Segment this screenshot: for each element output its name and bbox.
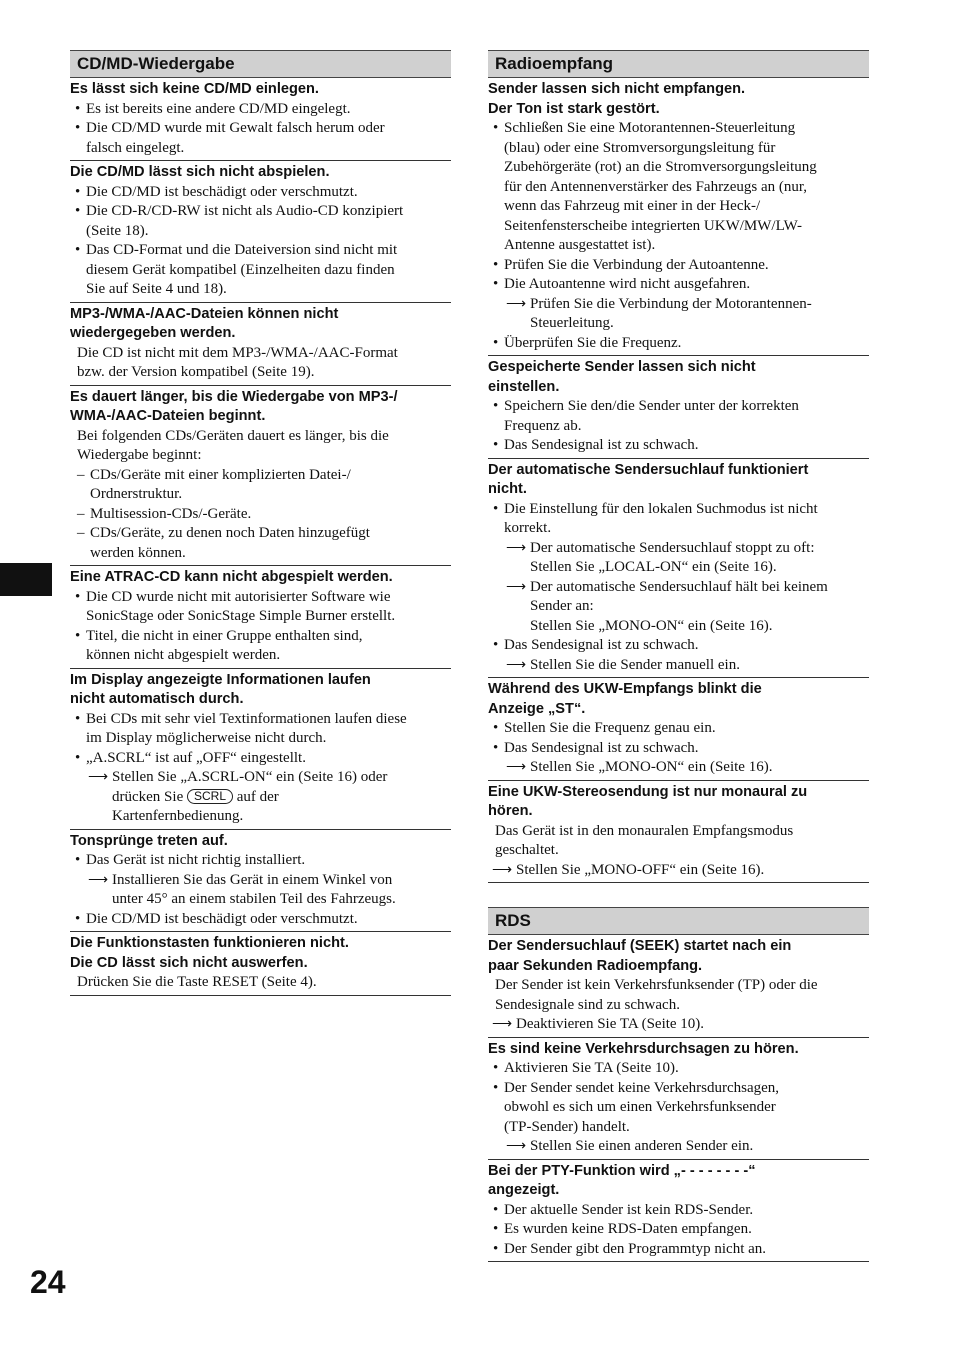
bullet-icon: • [75,627,81,644]
arrow-right-icon: ⟶ [88,872,109,888]
bullet-item: • Das CD-Format und die Dateiversion sind nicht mit [70,241,451,261]
text-line: Drücken Sie die Taste RESET (Seite 4). [77,974,317,990]
issue-pty-dashes [488,1160,869,1263]
arrow-item: ⟶ Stellen Sie „MONO-OFF“ ein (Seite 16). [488,861,869,881]
bullet-item: • Der Sender gibt den Programmtyp nicht an. [488,1240,869,1260]
text-line: Antenne ausgestattet ist). [504,237,656,253]
issue-title: wiedergegeben werden. [70,325,236,341]
issue-buttons-not-working [70,932,451,996]
dash-icon: – [77,466,85,483]
bullet-icon: • [493,720,499,736]
issue-title: Es lässt sich keine CD/MD einlegen. [70,81,319,97]
bullet-icon: • [493,256,499,273]
text-line: Stellen Sie „LOCAL-ON“ ein (Seite 16). [530,559,777,575]
bullet-icon: • [493,334,499,351]
arrow-right-icon: ⟶ [492,1017,513,1032]
bullet-item: • Der aktuelle Sender ist kein RDS-Sender. [488,1201,869,1221]
arrow-item: ⟶ Der automatische Sendersuchlauf hält bei keinem [488,578,869,598]
issue-title: Anzeige „ST“. [488,700,586,717]
bullet-icon: • [493,1060,499,1076]
text-line: (Seite 18). [86,222,149,239]
arrow-right-icon: ⟶ [506,296,527,312]
dash-item: – CDs/Geräte, zu denen noch Daten hinzugefügt [70,524,451,544]
bullet-icon: • [493,276,499,292]
section-heading-cd-md: CD/MD-Wiedergabe [70,50,451,78]
bullet-icon: • [493,1079,499,1096]
text-line: Sendesignale sind zu schwach. [495,996,680,1013]
text-line: für den Antennenverstärker des Fahrzeugs an (nur, [504,178,808,195]
issue-mp3-not-playable [70,303,451,386]
text-line: (blau) oder eine Stromversorgungsleitung für [504,139,776,156]
bullet-icon: • [493,1240,499,1257]
scrl-key-icon: SCRL [187,789,233,804]
bullet-item: • Das Sendesignal ist zu schwach. [488,739,869,759]
text-line: korrekt. [504,520,552,536]
text-line: Sender an: [530,598,594,614]
text-line: wenn das Fahrzeug mit einer in der Heck-/ [504,198,761,214]
bullet-icon: • [493,1221,499,1237]
bullet-icon: • [75,749,81,766]
issue-seek-starts [488,935,869,1038]
issue-title: einstellen. [488,378,560,395]
section-heading-radio: Radioempfang [488,50,869,78]
issue-title: Gespeicherte Sender lassen sich nicht [488,359,756,375]
text-line: bzw. der Version kompatibel (Seite 19). [77,364,315,380]
issue-title: Die Funktionstasten funktionieren nicht. [70,935,349,951]
left-column [70,50,451,996]
bullet-icon: • [493,120,499,136]
bullet-icon: • [75,100,81,117]
issue-sound-skips [70,830,451,933]
text-line: drücken Sie SCRL auf der [112,788,279,805]
text-line: geschaltet. [495,842,559,858]
bullet-item: • Es ist bereits eine andere CD/MD eingelegt. [70,100,451,120]
text-line: (TP-Sender) handelt. [504,1118,630,1135]
text-line: Zubehörgeräte (rot) an die Stromversorgungsleitung [504,159,817,175]
bullet-icon: • [493,637,499,653]
issue-title: Sender lassen sich nicht empfangen. [488,81,746,97]
bullet-item: • Die Autoantenne wird nicht ausgefahren. [488,275,869,295]
bullet-item: • Prüfen Sie die Verbindung der Autoantenne. [488,256,869,276]
bullet-item: • Es wurden keine RDS-Daten empfangen. [488,1220,869,1240]
issue-no-traffic-announcements [488,1038,869,1160]
bullet-item: • Die CD/MD ist beschädigt oder verschmutzt. [70,183,451,203]
issue-title: Während des UKW-Empfangs blinkt die [488,681,762,697]
arrow-item: ⟶ Prüfen Sie die Verbindung der Motorantennen- [488,295,869,315]
issue-title: Im Display angezeigte Informationen laufen [70,671,371,688]
text-line: Seitenfensterscheibe integrierten UKW/MW/LW- [504,217,802,234]
bullet-item: • Schließen Sie eine Motorantennen-Steuerleitung [488,119,869,139]
issue-mp3-slow-start [70,386,451,567]
arrow-item: ⟶ Stellen Sie „MONO-ON“ ein (Seite 16). [488,758,869,778]
bullet-item: • Aktivieren Sie TA (Seite 10). [488,1059,869,1079]
bullet-item: • Das Sendesignal ist zu schwach. [488,436,869,456]
section-heading-rds: RDS [488,907,869,935]
bullet-item: • Das Gerät ist nicht richtig installiert. [70,851,451,871]
text-line: können nicht abgespielt werden. [86,647,281,663]
issue-title: Der automatische Sendersuchlauf funktioniert [488,461,809,478]
text-line: Stellen Sie „MONO-ON“ ein (Seite 16). [530,617,773,634]
issue-title: Die CD/MD lässt sich nicht abspielen. [70,164,330,180]
issue-display-no-scroll [70,669,451,830]
arrow-item: ⟶ Stellen Sie „A.SCRL-ON“ ein (Seite 16) oder [70,768,451,788]
text-line: Wiedergabe beginnt: [77,447,202,463]
chapter-tab-marker [0,563,52,596]
bullet-item: • Die CD wurde nicht mit autorisierter Software wie [70,588,451,608]
issue-st-blinking [488,678,869,781]
text-line: Sie auf Seite 4 und 18). [86,281,227,297]
bullet-icon: • [75,203,81,219]
issue-title: Es sind keine Verkehrsdurchsagen zu hören. [488,1040,799,1057]
issue-title: hören. [488,803,533,819]
arrow-right-icon: ⟶ [506,540,527,556]
issue-atrac-not-playable [70,566,451,669]
bullet-icon: • [75,183,81,200]
text-line: Das Gerät ist in den monauralen Empfangsmodus [495,822,794,839]
text-line: Die CD ist nicht mit dem MP3-/WMA-/AAC-Format [77,344,398,361]
bullet-item: • Die CD-R/CD-RW ist nicht als Audio-CD konzipiert [70,202,451,222]
text-line: SonicStage oder SonicStage Simple Burner erstellt. [86,608,396,624]
bullet-icon: • [75,910,81,927]
arrow-right-icon: ⟶ [492,862,513,878]
arrow-right-icon: ⟶ [506,1139,527,1154]
arrow-right-icon: ⟶ [88,770,109,785]
text-line: unter 45° an einem stabilen Teil des Fahrzeugs. [112,891,396,907]
bullet-icon: • [75,588,81,605]
bullet-icon: • [493,1201,499,1218]
bullet-item: • Die CD/MD wurde mit Gewalt falsch herum oder [70,119,451,139]
text-line: Ordnerstruktur. [90,486,183,502]
bullet-icon: • [75,852,81,868]
bullet-item: • Überprüfen Sie die Frequenz. [488,334,869,354]
issue-title: Der Ton ist stark gestört. [488,100,660,117]
bullet-icon: • [75,242,81,258]
right-column [488,50,869,1262]
text-line: im Display möglicherweise nicht durch. [86,730,327,746]
issue-title: Der Sendersuchlauf (SEEK) startet nach ein [488,938,792,954]
text-line: Kartenfernbedienung. [112,808,244,824]
issue-auto-seek-not-working [488,459,869,679]
issue-title: nicht. [488,481,527,497]
arrow-right-icon: ⟶ [506,657,527,673]
issue-title: angezeigt. [488,1182,560,1198]
page-number: 24 [30,1264,66,1300]
text-line: Der Sender ist kein Verkehrsfunksender (TP) oder die [495,977,818,993]
bullet-item: • Die Einstellung für den lokalen Suchmodus ist nicht [488,500,869,520]
arrow-item: ⟶ Stellen Sie die Sender manuell ein. [488,656,869,676]
bullet-icon: • [75,710,81,727]
text-line: werden können. [90,544,186,561]
bullet-item: • Der Sender sendet keine Verkehrsdurchsagen, [488,1079,869,1099]
text-line: diesem Gerät kompatibel (Einzelheiten dazu finden [86,261,395,278]
arrow-item: ⟶ Deaktivieren Sie TA (Seite 10). [488,1015,869,1035]
bullet-item: • Speichern Sie den/die Sender unter der korrekten [488,397,869,417]
arrow-item: ⟶ Installieren Sie das Gerät in einem Winkel von [70,871,451,891]
issue-title: Eine ATRAC-CD kann nicht abgespielt werden. [70,569,393,585]
bullet-item: • Stellen Sie die Frequenz genau ein. [488,719,869,739]
arrow-right-icon: ⟶ [506,579,527,595]
arrow-item: ⟶ Stellen Sie einen anderen Sender ein. [488,1137,869,1157]
issue-title: nicht automatisch durch. [70,691,244,707]
arrow-item: ⟶ Der automatische Sendersuchlauf stoppt zu oft: [488,539,869,559]
bullet-icon: • [493,500,499,517]
bullet-item: • Das Sendesignal ist zu schwach. [488,636,869,656]
text-line: Bei folgenden CDs/Geräten dauert es länger, bis die [77,427,389,444]
dash-item: – Multisession-CDs/-Geräte. [70,505,451,525]
bullet-item: • „A.SCRL“ ist auf „OFF“ eingestellt. [70,749,451,769]
text-line: obwohl es sich um einen Verkehrsfunksender [504,1099,776,1115]
issue-title: MP3-/WMA-/AAC-Dateien können nicht [70,305,339,322]
text-line: falsch eingelegt. [86,139,185,156]
issue-title: Die CD lässt sich nicht auswerfen. [70,954,308,971]
dash-item: – CDs/Geräte mit einer komplizierten Datei-/ [70,466,451,486]
issue-presets-not-tuning [488,356,869,459]
issue-stereo-mono [488,781,869,884]
issue-title: Es dauert länger, bis die Wiedergabe von MP3-/ [70,388,398,405]
issue-title: Tonsprünge treten auf. [70,832,228,849]
bullet-icon: • [493,739,499,756]
issue-cd-not-playable [70,161,451,303]
issue-title: paar Sekunden Radioempfang. [488,957,703,974]
text-line: Steuerleitung. [530,315,614,331]
dash-icon: – [77,525,85,541]
issue-no-reception [488,78,869,356]
bullet-item: • Bei CDs mit sehr viel Textinformationen laufen diese [70,710,451,730]
text-line: Frequenz ab. [504,417,582,434]
bullet-icon: • [493,398,499,414]
issue-title: Bei der PTY-Funktion wird „- - - - - - - -“ [488,1162,756,1179]
bullet-item: • Die CD/MD ist beschädigt oder verschmutzt. [70,910,451,930]
issue-title: Eine UKW-Stereosendung ist nur monaural zu [488,783,808,800]
arrow-right-icon: ⟶ [506,760,527,775]
issue-title: WMA-/AAC-Dateien beginnt. [70,408,266,424]
bullet-icon: • [493,437,499,453]
bullet-item: • Titel, die nicht in einer Gruppe enthalten sind, [70,627,451,647]
bullet-icon: • [75,120,81,136]
dash-icon: – [77,505,85,522]
issue-cd-not-insertable [70,78,451,161]
